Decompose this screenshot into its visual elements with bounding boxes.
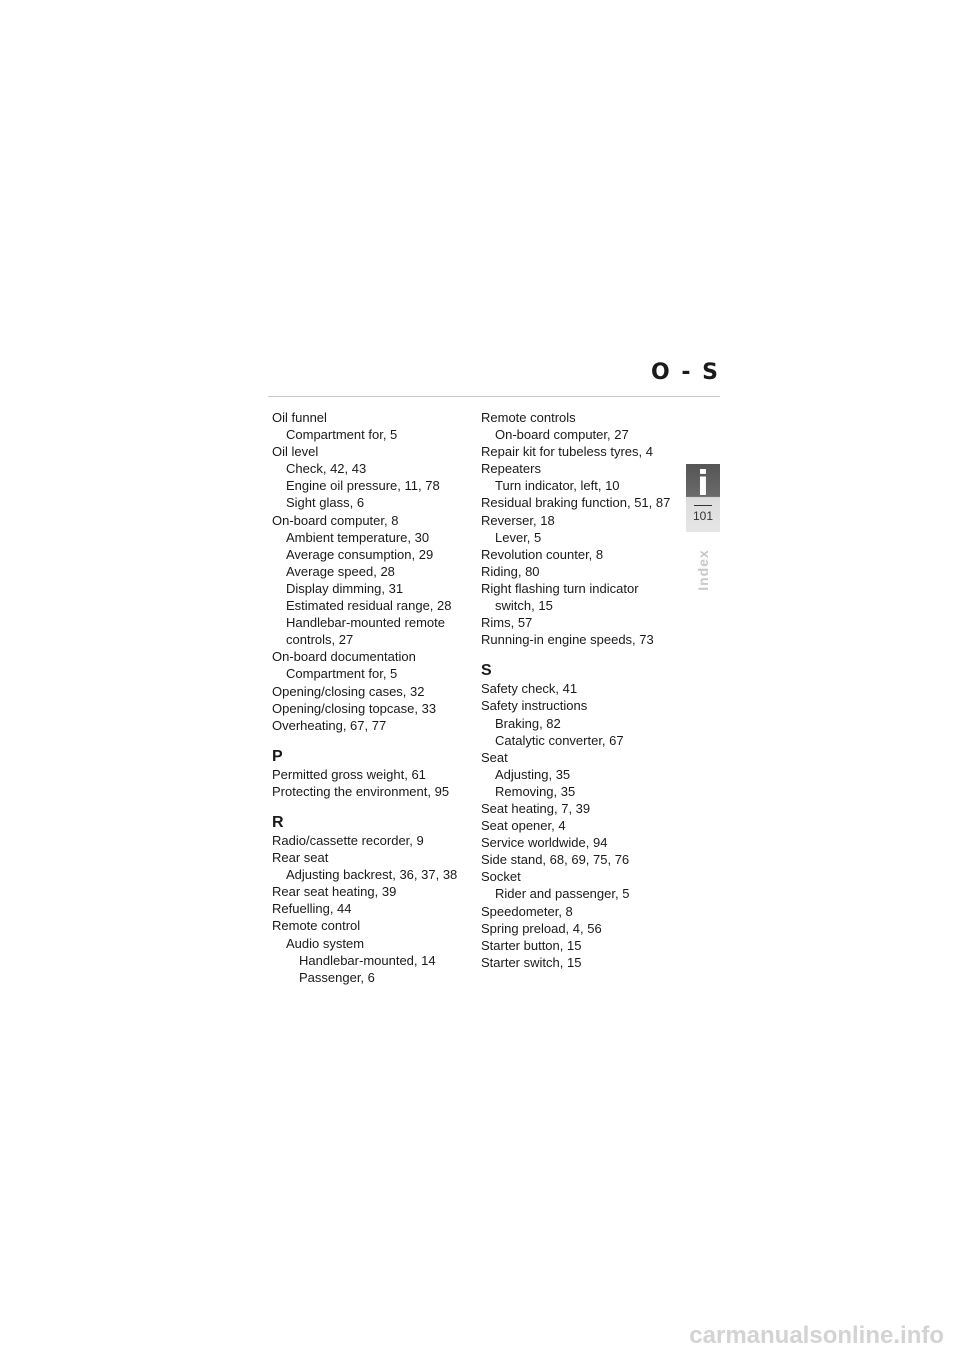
index-entry: Opening/closing topcase, 33	[272, 700, 437, 716]
index-subentry: Average speed, 28	[286, 563, 395, 579]
index-entry: Remote control	[272, 918, 361, 934]
index-entry: Reverser, 18	[481, 512, 555, 528]
index-entry: Running-in engine speeds, 73	[481, 632, 654, 648]
section-tab	[686, 464, 720, 532]
index-entry: Revolution counter, 8	[481, 546, 604, 562]
index-subentry: Adjusting, 35	[495, 766, 571, 782]
index-subentry: Handlebar-mounted, 14	[299, 952, 436, 968]
index-entry: Seat heating, 7, 39	[481, 800, 591, 816]
index-entry: Seat	[481, 749, 508, 765]
page-title: O - S	[651, 360, 720, 385]
index-subentry: switch, 15	[495, 598, 553, 614]
index-subentry: Braking, 82	[495, 715, 561, 731]
index-entry: Rear seat heating, 39	[272, 884, 397, 900]
index-entry: Service worldwide, 94	[481, 835, 608, 851]
index-entry: Repeaters	[481, 461, 541, 477]
section-gap	[272, 800, 472, 812]
index-subentry: Rider and passenger, 5	[495, 886, 630, 902]
index-subentry: Removing, 35	[495, 783, 576, 799]
index-subentry: Handlebar-mounted remote	[286, 615, 445, 631]
section-gap	[481, 648, 681, 660]
index-entry: Rear seat	[272, 850, 329, 866]
index-entry: Socket	[481, 869, 521, 885]
page-number: 101	[692, 509, 714, 523]
index-subentry: Check, 42, 43	[286, 461, 367, 477]
index-subentry: Ambient temperature, 30	[286, 529, 430, 545]
index-entry: Overheating, 67, 77	[272, 717, 387, 733]
index-entry: Remote controls	[481, 410, 576, 425]
index-entry: Safety check, 41	[481, 681, 578, 697]
index-subentry: Catalytic converter, 67	[495, 732, 624, 748]
index-letter-heading: S	[481, 662, 492, 680]
title-divider	[268, 396, 720, 397]
index-subentry: Turn indicator, left, 10	[495, 478, 620, 494]
index-entry: Safety instructions	[481, 698, 588, 714]
index-entry: Rims, 57	[481, 615, 533, 631]
index-entry: Residual braking function, 51, 87	[481, 495, 671, 511]
index-subentry: Engine oil pressure, 11, 78	[286, 478, 440, 494]
watermark: carmanualsonline.info	[689, 1322, 944, 1349]
index-entry: Oil funnel	[272, 410, 327, 425]
index-entry: On-board computer, 8	[272, 512, 399, 528]
index-subentry: Display dimming, 31	[286, 580, 404, 596]
index-entry: Oil level	[272, 444, 319, 460]
index-subentry: On-board computer, 27	[495, 427, 629, 443]
index-subentry: Lever, 5	[495, 529, 542, 545]
index-subentry: Audio system	[286, 935, 365, 951]
index-subentry: Compartment for, 5	[286, 666, 398, 682]
index-letter-heading: R	[272, 813, 284, 831]
index-subentry: Compartment for, 5	[286, 427, 398, 443]
index-entry: Right flashing turn indicator	[481, 580, 639, 596]
index-subentry: Sight glass, 6	[286, 495, 365, 511]
index-entry: Opening/closing cases, 32	[272, 683, 425, 699]
index-subentry: Adjusting backrest, 36, 37, 38	[286, 867, 458, 883]
index-entry: Starter switch, 15	[481, 954, 582, 970]
index-column-right	[481, 409, 681, 971]
index-entry: Permitted gross weight, 61	[272, 766, 426, 782]
index-entry: Speedometer, 8	[481, 903, 573, 919]
index-subentry: Estimated residual range, 28	[286, 598, 452, 614]
index-entry: Protecting the environment, 95	[272, 783, 450, 799]
tab-divider	[694, 505, 712, 506]
index-entry: Side stand, 68, 69, 75, 76	[481, 852, 630, 868]
index-entry: Riding, 80	[481, 563, 540, 579]
index-subentry: Passenger, 6	[299, 969, 375, 985]
index-subentry: controls, 27	[286, 632, 354, 648]
index-letter-heading: P	[272, 747, 283, 765]
index-entry: Radio/cassette recorder, 9	[272, 832, 424, 848]
index-entry: Refuelling, 44	[272, 901, 352, 917]
index-entry: Seat opener, 4	[481, 818, 566, 834]
index-entry: On-board documentation	[272, 649, 416, 665]
index-entry: Repair kit for tubeless tyres, 4	[481, 444, 653, 460]
info-icon: i	[697, 464, 709, 504]
side-index-label: Index	[695, 549, 711, 591]
index-entry: Starter button, 15	[481, 937, 582, 953]
index-entry: Spring preload, 4, 56	[481, 920, 602, 936]
index-subentry: Average consumption, 29	[286, 546, 434, 562]
section-gap	[272, 734, 472, 746]
index-column-left	[272, 409, 472, 986]
